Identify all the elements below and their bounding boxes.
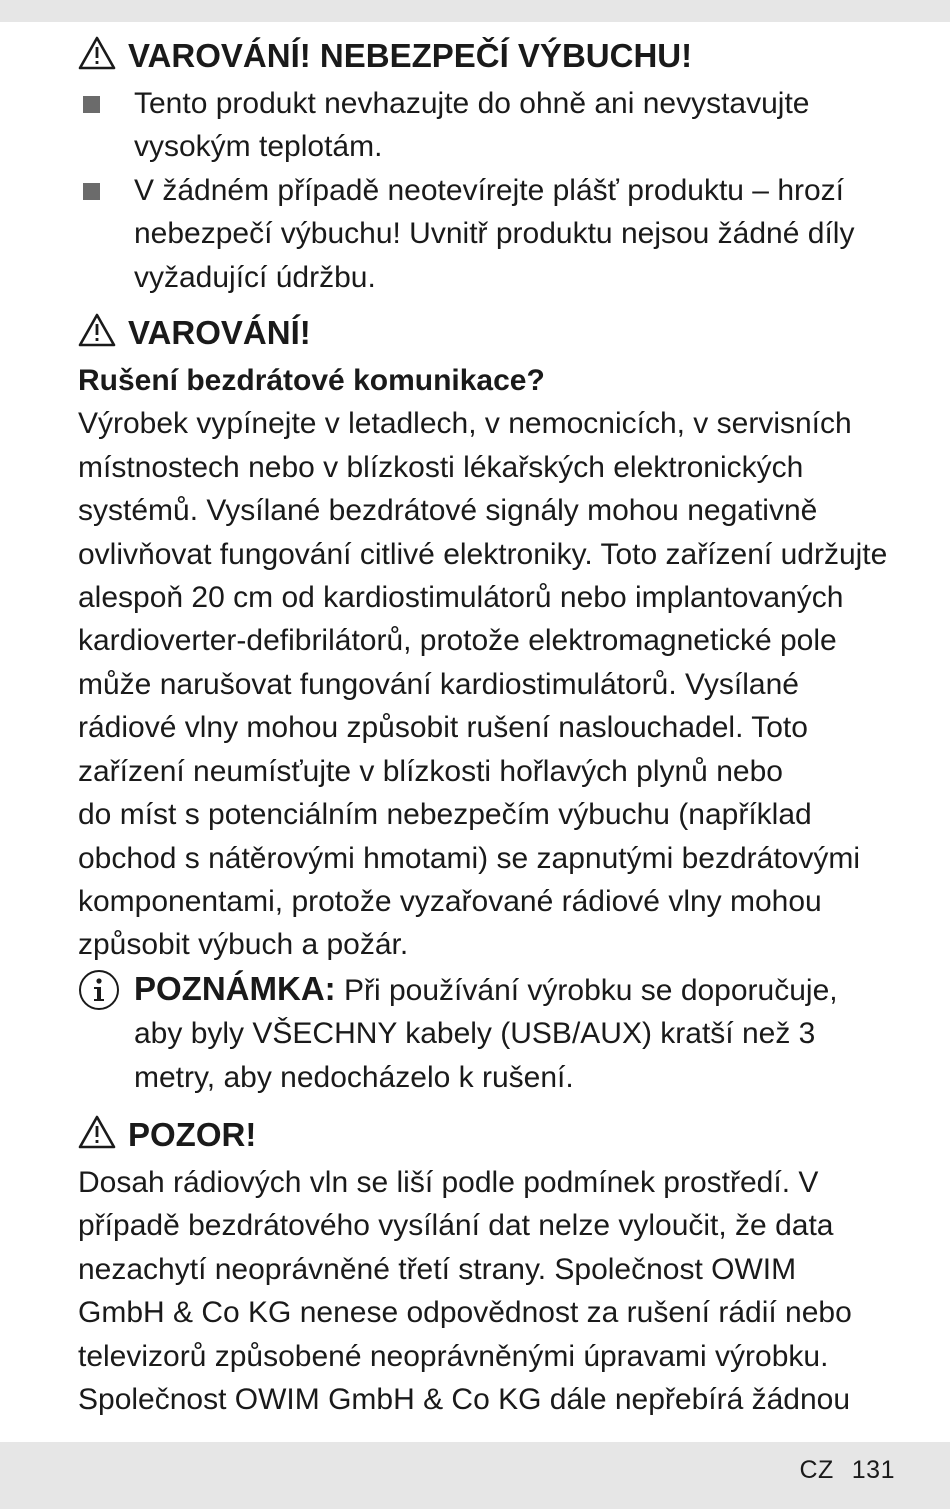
paragraph-line: komponentami, protože vyzařované rádiové vlny mohou: [78, 884, 822, 918]
explosion-warning-heading: [78, 30, 908, 82]
paragraph-line: obchod s nátěrovými hmotami) se zapnutými bezdrátovými: [78, 841, 860, 875]
paragraph-line: do míst s potenciálním nebezpečím výbuchu (například: [78, 798, 812, 832]
list-item: [78, 82, 908, 169]
list-item-line: V žádném případě neotevírejte plášť produktu – hrozí: [134, 173, 845, 207]
paragraph-line: zařízení neumísťujte v blízkosti hořlavých plynů nebo: [78, 754, 783, 788]
page-footer: [0, 1442, 950, 1509]
paragraph-line: kardioverter-defibrilátorů, protože elektromagnetické pole: [78, 624, 837, 658]
caution-title: POZOR!: [128, 1115, 257, 1153]
note-line: aby byly VŠECHNY kabely (USB/AUX) kratší než 3: [134, 1017, 816, 1051]
explosion-warning-title: VAROVÁNÍ! NEBEZPEČÍ VÝBUCHU!: [128, 37, 693, 74]
warning-triangle-icon: [78, 36, 116, 70]
wireless-warning-heading: [78, 307, 908, 359]
paragraph-line: rádiové vlny mohou způsobit rušení naslouchadel. Toto: [78, 711, 808, 745]
paragraph-line: ovlivňovat fungování citlivé elektroniky. Toto zařízení udržujte: [78, 537, 888, 571]
info-circle-icon: [78, 969, 120, 1011]
warning-triangle-icon: [78, 1115, 116, 1149]
note-block: [78, 967, 908, 1099]
page-number: 131: [851, 1456, 895, 1484]
list-item-line: vysokým teplotám.: [134, 130, 383, 164]
paragraph-line: alespoň 20 cm od kardiostimulátorů nebo implantovaných: [78, 581, 844, 615]
note-text: Při používání výrobku se doporučuje,: [335, 973, 838, 1007]
wireless-paragraph: [78, 402, 908, 966]
manual-page-content: [78, 30, 908, 1421]
list-item-line: Tento produkt nevhazujte do ohně ani nevystavujte: [134, 87, 810, 120]
paragraph-line: může narušovat fungování kardiostimulátorů. Vysílané: [78, 667, 799, 701]
paragraph-line: Výrobek vypínejte v letadlech, v nemocnicích, v servisních: [78, 407, 852, 441]
note-label: POZNÁMKA:: [134, 969, 336, 1007]
paragraph-line: Společnost OWIM GmbH & Co KG dále nepřebírá žádnou: [78, 1382, 851, 1416]
paragraph-line: GmbH & Co KG nenese odpovědnost za rušení rádií nebo: [78, 1296, 852, 1330]
paragraph-line: způsobit výbuch a požár.: [78, 928, 409, 962]
paragraph-line: místnostech nebo v blízkosti lékařských elektronických: [78, 450, 804, 484]
paragraph-line: případě bezdrátového vysílání dat nelze vyloučit, že data: [78, 1209, 834, 1243]
note-first-line: [134, 967, 908, 1012]
language-code: CZ: [799, 1456, 834, 1484]
paragraph-line: systémů. Vysílané bezdrátové signály mohou negativně: [78, 494, 818, 528]
square-bullet-icon: [83, 183, 100, 200]
wireless-subtitle: Rušení bezdrátové komunikace?: [78, 364, 545, 398]
caution-paragraph: [78, 1161, 908, 1421]
paragraph-line: televizorů způsobené neoprávněnými úpravami výrobku.: [78, 1339, 829, 1373]
paragraph-line: nezachytí neoprávněné třetí strany. Společnost OWIM: [78, 1252, 797, 1286]
paragraph-line: Dosah rádiových vln se liší podle podmínek prostředí. V: [78, 1165, 819, 1199]
square-bullet-icon: [83, 96, 100, 113]
wireless-warning-title: VAROVÁNÍ!: [128, 314, 311, 352]
note-line: metry, aby nedocházelo k rušení.: [134, 1060, 574, 1094]
list-item-line: nebezpečí výbuchu! Uvnitř produktu nejsou žádné díly: [134, 217, 855, 251]
top-band: [0, 0, 950, 22]
list-item: [78, 169, 908, 299]
warning-triangle-icon: [78, 313, 116, 347]
caution-heading: [78, 1109, 908, 1161]
page-number-label: [799, 1456, 895, 1485]
list-item-line: vyžadující údržbu.: [134, 260, 376, 294]
